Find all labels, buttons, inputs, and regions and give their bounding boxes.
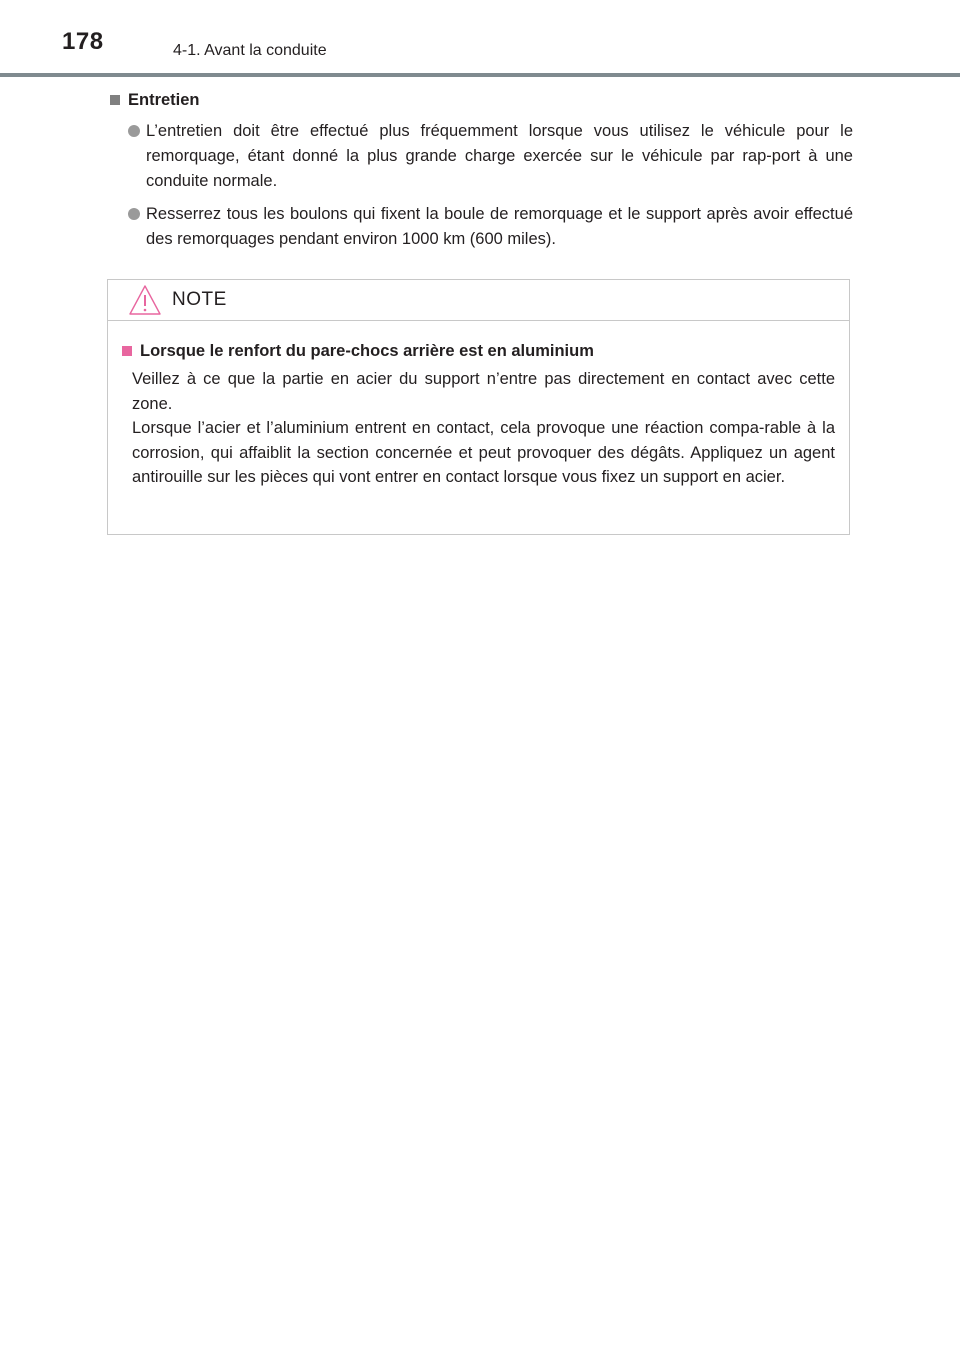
note-paragraph: Lorsque l’acier et l’aluminium entrent en contact, cela provoque une réaction compa-rable à la corrosion, qui affaiblit la section concernée et peut provoquer des dégâts. Appliquez un agent antirouille sur les pièces qui vont entrer en contact lorsque vous fixez un support en acier. [132, 419, 835, 486]
bullet-item [108, 119, 853, 194]
page-number: 178 [62, 28, 104, 55]
section-heading-text: Entretien [128, 90, 200, 109]
note-body [108, 321, 849, 490]
note-paragraph: Veillez à ce que la partie en acier du support n’entre pas directement en contact avec cette zone. [132, 370, 835, 413]
maintenance-section [108, 89, 853, 252]
bullet-item [108, 202, 853, 252]
note-heading [122, 340, 835, 362]
pink-square-bullet-icon [122, 346, 132, 356]
header-divider [0, 73, 960, 77]
note-box [107, 279, 850, 535]
bullet-text: L’entretien doit être effectué plus fréquemment lorsque vous utilisez le véhicule pour le remorquage, étant donné la plus grande charge exercée sur le véhicule par rap-port à une conduite normale. [146, 122, 853, 190]
warning-triangle-icon [128, 284, 162, 316]
square-bullet-icon [110, 95, 120, 105]
bullet-text: Resserrez tous les boulons qui fixent la boule de remorquage et le support après avoir effectué des remorquages pendant environ 1000 km (600 miles). [146, 205, 853, 248]
note-label: NOTE [172, 289, 227, 310]
note-header [108, 280, 849, 321]
circle-bullet-icon [128, 125, 140, 137]
page-header [0, 0, 960, 78]
note-heading-text: Lorsque le renfort du pare-chocs arrière est en aluminium [140, 341, 594, 360]
chapter-title: 4-1. Avant la conduite [173, 42, 327, 59]
section-heading [108, 89, 853, 111]
circle-bullet-icon [128, 208, 140, 220]
